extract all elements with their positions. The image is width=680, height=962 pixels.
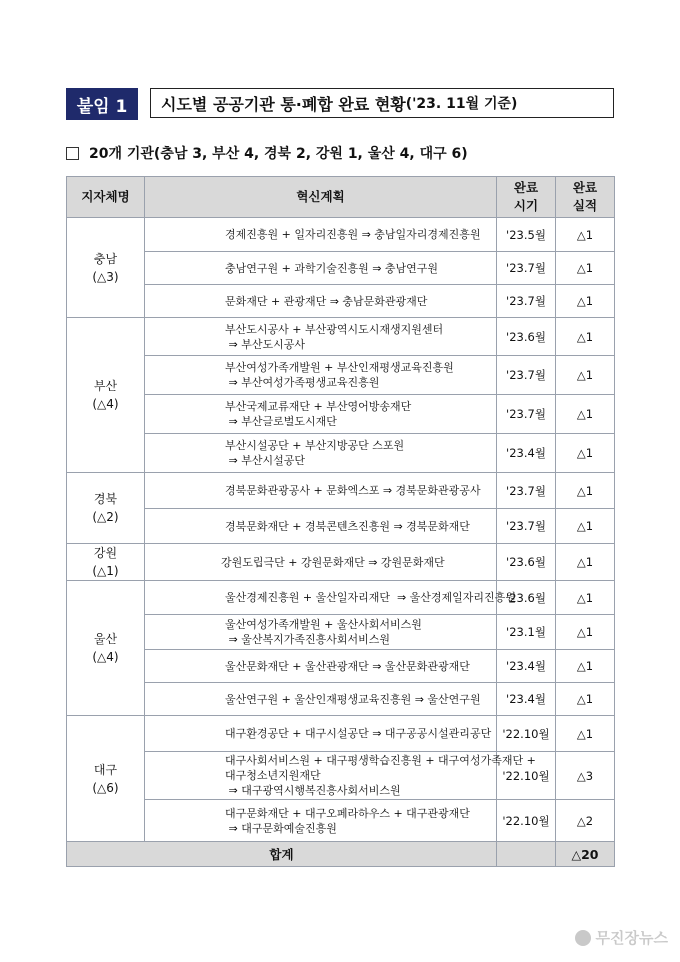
region-name: 경북	[93, 492, 118, 506]
plan-line: 충남연구원 + 과학기술진흥원 ⇒ 충남연구원	[225, 261, 439, 275]
region-count: (△1)	[92, 564, 119, 578]
date-cell: '23.1월	[497, 615, 556, 650]
date-cell: '23.6월	[497, 544, 556, 581]
result-cell: △1	[556, 615, 615, 650]
plan-line: 울산경제진흥원 + 울산일자리재단 ⇒ 울산경제일자리진흥원	[225, 591, 516, 604]
plan-line: 부산도시공사 + 부산광역시도시재생지원센터	[225, 322, 444, 336]
plan-line: 경북문화관광공사 + 문화엑스포 ⇒ 경북문화관광공사	[225, 484, 481, 497]
date-cell: '23.4월	[497, 683, 556, 716]
region-cell	[67, 544, 145, 581]
plan-cell	[145, 218, 497, 252]
date-cell: '22.10월	[497, 716, 556, 752]
checkbox-icon	[66, 147, 79, 160]
col-header-plan: 혁신계획	[145, 177, 497, 218]
plan-line: ⇒ 대구문화예술진흥원	[225, 821, 337, 835]
table-row	[67, 615, 615, 650]
plan-line: 대구사회서비스원 + 대구평생학습진흥원 + 대구여성가족재단 +	[225, 754, 536, 767]
plan-cell	[145, 650, 497, 683]
region-count: (△4)	[92, 397, 119, 411]
attachment-badge: 붙임 1	[66, 88, 138, 120]
plan-line: 부산여성가족개발원 + 부산인재평생교육진흥원	[225, 361, 454, 374]
plan-line: 부산국제교류재단 + 부산영어방송재단	[225, 400, 412, 413]
col-header-result-line1: 완료	[572, 180, 598, 195]
date-cell: '23.7월	[497, 509, 556, 544]
result-cell: △1	[556, 218, 615, 252]
title-text: 시도별 공공기관 통·폐합 완료 현황	[161, 94, 406, 114]
total-row	[67, 842, 615, 867]
plan-cell	[145, 285, 497, 318]
plan-cell	[145, 356, 497, 395]
section-heading	[66, 143, 468, 163]
table-row	[67, 395, 615, 434]
total-result: △20	[556, 842, 615, 867]
merger-table	[66, 176, 615, 867]
col-header-date-line2: 시기	[513, 198, 539, 213]
plan-cell	[145, 716, 497, 752]
table-row	[67, 356, 615, 395]
col-header-date	[497, 177, 556, 218]
date-cell: '23.7월	[497, 252, 556, 285]
date-cell: '23.6월	[497, 318, 556, 356]
plan-cell	[145, 509, 497, 544]
col-header-region: 지자체명	[67, 177, 145, 218]
result-cell: △1	[556, 434, 615, 473]
region-name: 충남	[93, 251, 118, 266]
date-cell: '23.7월	[497, 473, 556, 509]
result-cell: △1	[556, 356, 615, 395]
region-name: 강원	[93, 546, 118, 560]
region-count: (△2)	[92, 510, 119, 524]
plan-line: ⇒ 대구광역시행복진흥사회서비스원	[225, 784, 401, 797]
col-header-date-line1: 완료	[513, 180, 539, 195]
region-name: 부산	[93, 379, 118, 393]
region-count: (△4)	[92, 650, 119, 664]
total-date	[497, 842, 556, 867]
result-cell: △1	[556, 318, 615, 356]
table-row	[67, 252, 615, 285]
date-cell: '23.7월	[497, 395, 556, 434]
watermark-logo-icon	[575, 930, 591, 946]
table-row	[67, 473, 615, 509]
plan-cell	[145, 252, 497, 285]
plan-line: ⇒ 부산여성가족평생교육진흥원	[225, 376, 380, 389]
table-row	[67, 716, 615, 752]
plan-cell	[145, 473, 497, 509]
plan-cell	[145, 395, 497, 434]
plan-line: 부산시설공단 + 부산지방공단 스포원	[225, 439, 405, 452]
plan-cell	[145, 581, 516, 615]
result-cell: △1	[556, 285, 615, 318]
plan-line: 울산여성가족개발원 + 울산사회서비스원	[225, 618, 422, 631]
region-name: 대구	[93, 762, 118, 777]
date-cell: '23.5월	[497, 218, 556, 252]
page-header	[66, 88, 614, 120]
date-cell: '23.4월	[497, 650, 556, 683]
result-cell: △1	[556, 252, 615, 285]
date-cell: '23.7월	[497, 356, 556, 395]
table-row	[67, 650, 615, 683]
result-cell: △1	[556, 544, 615, 581]
plan-line: 문화재단 + 관광재단 ⇒ 충남문화관광재단	[225, 294, 428, 308]
title-suffix: ('23. 11월 기준)	[405, 96, 518, 112]
region-count: (△6)	[92, 780, 119, 795]
region-cell	[67, 716, 145, 842]
result-cell: △1	[556, 650, 615, 683]
result-cell: △1	[556, 509, 615, 544]
table-row	[67, 581, 615, 615]
plan-cell	[145, 683, 497, 716]
date-cell: '22.10월	[497, 752, 556, 800]
table-row	[67, 285, 615, 318]
result-cell: △2	[556, 800, 615, 842]
region-cell	[67, 318, 145, 473]
plan-line: ⇒ 울산복지가족진흥사회서비스원	[225, 633, 390, 646]
date-cell: '23.7월	[497, 285, 556, 318]
plan-line: 대구문화재단 + 대구오페라하우스 + 대구관광재단	[225, 806, 470, 820]
region-name: 울산	[93, 632, 118, 646]
table-row	[67, 752, 615, 800]
watermark	[575, 927, 668, 948]
table-row	[67, 318, 615, 356]
page-title	[150, 88, 614, 118]
plan-line: ⇒ 부산시설공단	[225, 454, 305, 467]
date-cell: '23.6월	[497, 581, 556, 615]
result-cell: △3	[556, 752, 615, 800]
plan-cell	[145, 544, 497, 581]
plan-line: ⇒ 부산글로벌도시재단	[225, 415, 337, 428]
table-row	[67, 544, 615, 581]
region-count: (△3)	[92, 269, 119, 284]
plan-cell	[145, 434, 497, 473]
table-row	[67, 218, 615, 252]
watermark-text: 무진장뉴스	[595, 929, 668, 947]
col-header-result	[556, 177, 615, 218]
result-cell: △1	[556, 473, 615, 509]
section-text: 20개 기관(충남 3, 부산 4, 경북 2, 강원 1, 울산 4, 대구 6)	[89, 146, 468, 162]
plan-cell	[145, 615, 497, 650]
table-row	[67, 434, 615, 473]
date-cell: '23.4월	[497, 434, 556, 473]
plan-cell	[145, 318, 497, 356]
table-row	[67, 509, 615, 544]
table-header-row	[67, 177, 615, 218]
result-cell: △1	[556, 395, 615, 434]
result-cell: △1	[556, 683, 615, 716]
total-label: 합계	[67, 842, 497, 867]
plan-cell	[145, 800, 497, 842]
plan-line: 경북문화재단 + 경북콘텐츠진흥원 ⇒ 경북문화재단	[225, 519, 470, 533]
region-cell	[67, 581, 145, 716]
result-cell: △1	[556, 716, 615, 752]
col-header-result-line2: 실적	[572, 198, 598, 213]
region-cell	[67, 218, 145, 318]
plan-line: 대구환경공단 + 대구시설공단 ⇒ 대구공공시설관리공단	[225, 727, 492, 740]
plan-line: ⇒ 부산도시공사	[225, 337, 305, 351]
region-cell	[67, 473, 145, 544]
table-row	[67, 683, 615, 716]
date-cell: '22.10월	[497, 800, 556, 842]
plan-line: 대구청소년지원재단	[225, 769, 321, 782]
plan-line: 강원도립극단 + 강원문화재단 ⇒ 강원문화재단	[221, 555, 445, 569]
table-row	[67, 800, 615, 842]
plan-line: 경제진흥원 + 일자리진흥원 ⇒ 충남일자리경제진흥원	[225, 228, 481, 241]
plan-line: 울산연구원 + 울산인재평생교육진흥원 ⇒ 울산연구원	[225, 692, 481, 706]
plan-line: 울산문화재단 + 울산관광재단 ⇒ 울산문화관광재단	[225, 659, 470, 673]
result-cell: △1	[556, 581, 615, 615]
